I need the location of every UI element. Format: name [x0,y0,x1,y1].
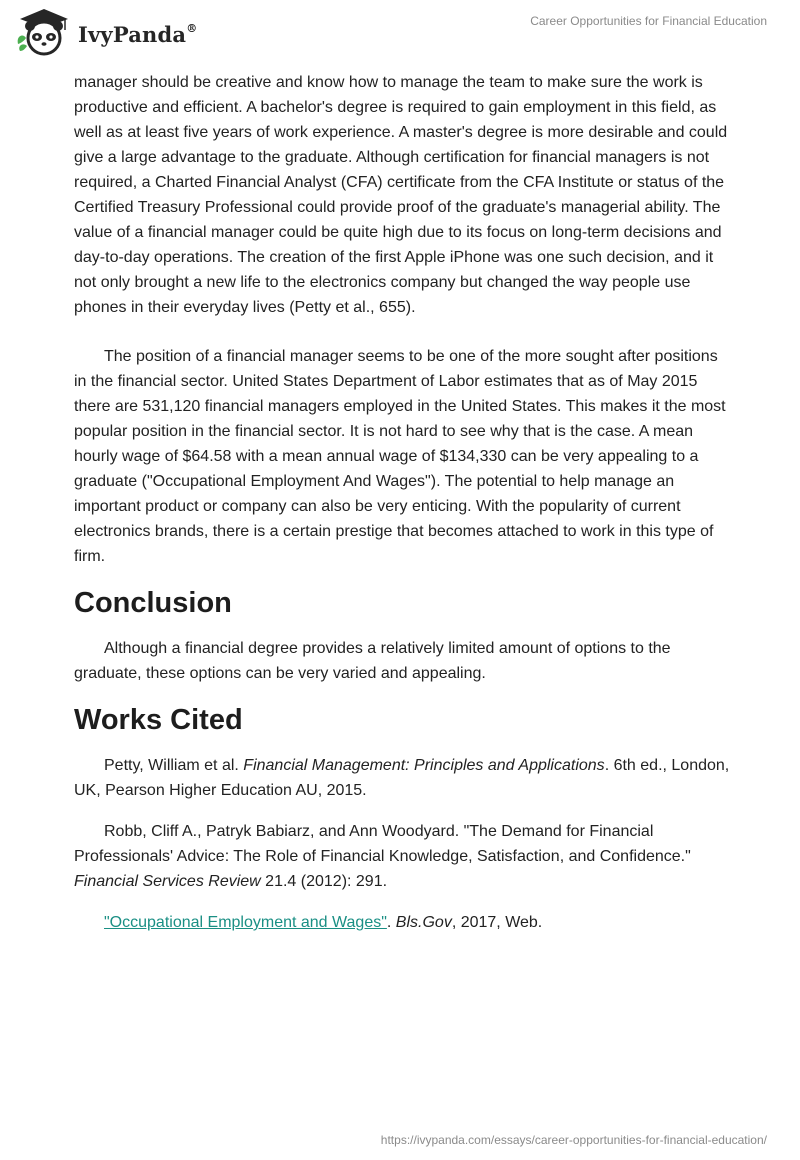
citation-link-occupational-employment[interactable]: "Occupational Employment and Wages" [104,914,387,931]
page-header [0,0,800,62]
body-paragraph-1: manager should be creative and know how to manage the team to make sure the work is productive and efficient. A bachelor's degree is required to gain employment in this field, as well as at least five years of work experience. A master's degree is more desirable and could give a large advantage to the graduate. Although certification for financial managers is not required, a Charted Financial Analyst (CFA) certificate from the CFA Institute or status of the Certified Treasury Professional could provide proof of the graduate's managerial ability. The value of a financial manager could be quite high due to its focus on long-term decisions and day-to-day operations. The creation of the first Apple iPhone was one such decision, and it not only brought a new life to the electronics company but changed the way people use phones in their everyday lives (Petty et al., 655). [74,74,728,316]
conclusion-paragraph: Although a financial degree provides a relatively limited amount of options to the graduate, these options can be very varied and appealing. [74,640,671,682]
document-title: Career Opportunities for Financial Education [530,14,767,28]
ivypanda-logo[interactable] [14,6,197,58]
citation-petty: Petty, William et al. Financial Management: Principles and Applications. 6th ed., London, UK, Pearson Higher Education AU, 2015. [74,757,730,799]
body-paragraph-2: The position of a financial manager seems to be one of the more sought after positions in the financial sector. United States Department of Labor estimates that as of May 2015 there are 531,120 financial managers employed in the United States. This makes it the most popular position in the financial sector. It is not hard to see why that is the case. A mean hourly wage of $64.58 with a mean annual wage of $134,330 can be very appealing to a graduate ("Occupational Employment And Wages"). The potential to help manage an important product or company can also be very enticing. With the popularity of current electronics brands, there is a certain prestige that becomes attached to work in this type of firm. [74,348,726,565]
works-cited-heading: Works Cited [74,704,243,736]
essay-content [74,70,734,951]
citation-bls: "Occupational Employment and Wages". Bls.Gov, 2017, Web. [104,914,543,931]
citation-robb: Robb, Cliff A., Patryk Babiarz, and Ann Woodyard. "The Demand for Financial Professionals' Advice: The Role of Financial Knowledge, Satisfaction, and Confidence." Financial Services Review 21.4 (2012): 291. [74,823,691,890]
source-url: https://ivypanda.com/essays/career-opportunities-for-financial-education/ [380,1133,767,1147]
logo-wordmark: IvyPanda® [78,21,198,47]
panda-graduate-icon [14,6,72,58]
conclusion-heading: Conclusion [74,587,232,619]
